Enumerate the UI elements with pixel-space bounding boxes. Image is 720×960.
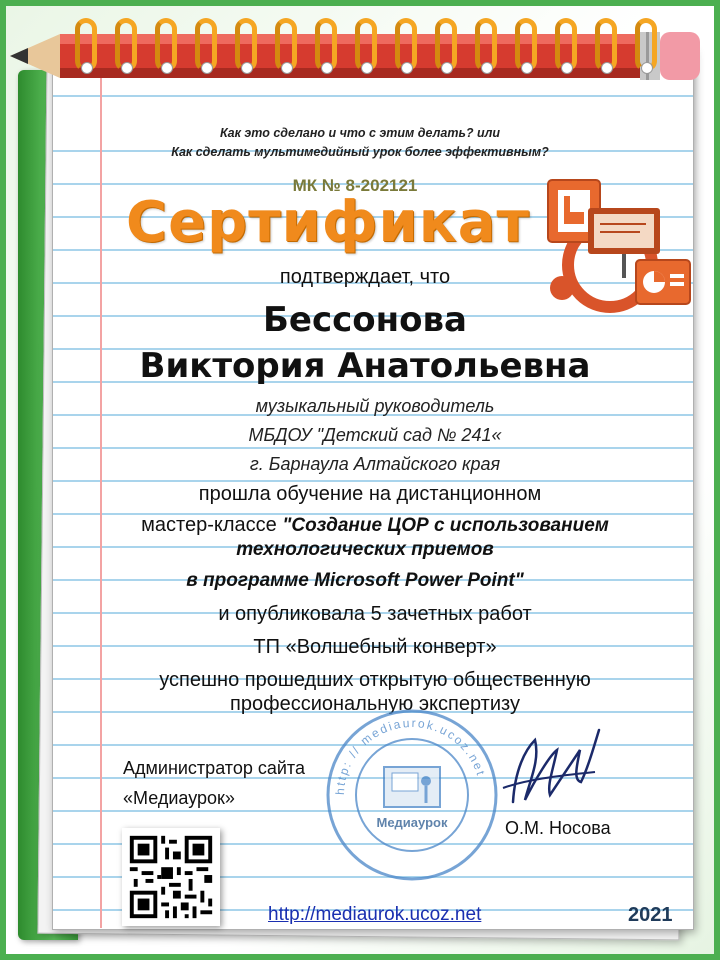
certificate-year: 2021 (628, 904, 673, 926)
recipient-city: г. Барнаула Алтайского края (249, 454, 501, 474)
body-line-5: и опубликовала 5 зачетных работ (218, 603, 532, 625)
mk-number: МК № 8-202121 (292, 176, 418, 195)
subtitle-line-2: Как сделать мультимедийный урок более эффективным? (171, 145, 549, 159)
body-line-2 (15, 514, 720, 537)
website-link[interactable]: http://mediaurok.ucoz.net (268, 904, 482, 925)
stamp-ring-text: http: // mediaurok.ucoz.net (332, 715, 489, 796)
signature-mark (495, 710, 605, 820)
recipient-organization: МБДОУ "Детский сад № 241« (248, 425, 502, 445)
body-line-8: профессиональную экспертизу (230, 693, 520, 715)
qr-code (122, 828, 220, 926)
masterclass-title: "Создание ЦОР с использованием (282, 515, 609, 536)
body-line-3: технологических приемов (236, 539, 494, 560)
recipient-role: музыкальный руководитель (255, 396, 495, 416)
body-line-2-prefix: мастер-классе (141, 514, 283, 536)
confirms-text: подтверждает, что (279, 266, 451, 288)
body-line-6: ТП «Волшебный конверт» (253, 636, 497, 658)
recipient-surname: Бессонова (263, 300, 467, 340)
admin-title-line-2: «Медиаурок» (123, 788, 235, 808)
spiral-binding (75, 0, 685, 90)
qr-code-icon (122, 828, 220, 926)
stamp-center-text: Медиаурок (376, 815, 448, 830)
signer-name: О.М. Носова (505, 818, 611, 838)
admin-title-line-1: Администратор сайта (123, 758, 305, 778)
body-line-7: успешно прошедших открытую общественную (159, 669, 591, 691)
certificate-title: Сертификат (126, 190, 530, 255)
stamp-seal (322, 705, 502, 885)
body-line-1: прошла обучение на дистанционном (198, 483, 542, 505)
body-line-4: в программе Microsoft Power Point" (186, 570, 524, 591)
subtitle-line-1: Как это сделано и что с этим делать? или (219, 126, 501, 140)
recipient-given-name: Виктория Анатольевна (139, 346, 591, 386)
